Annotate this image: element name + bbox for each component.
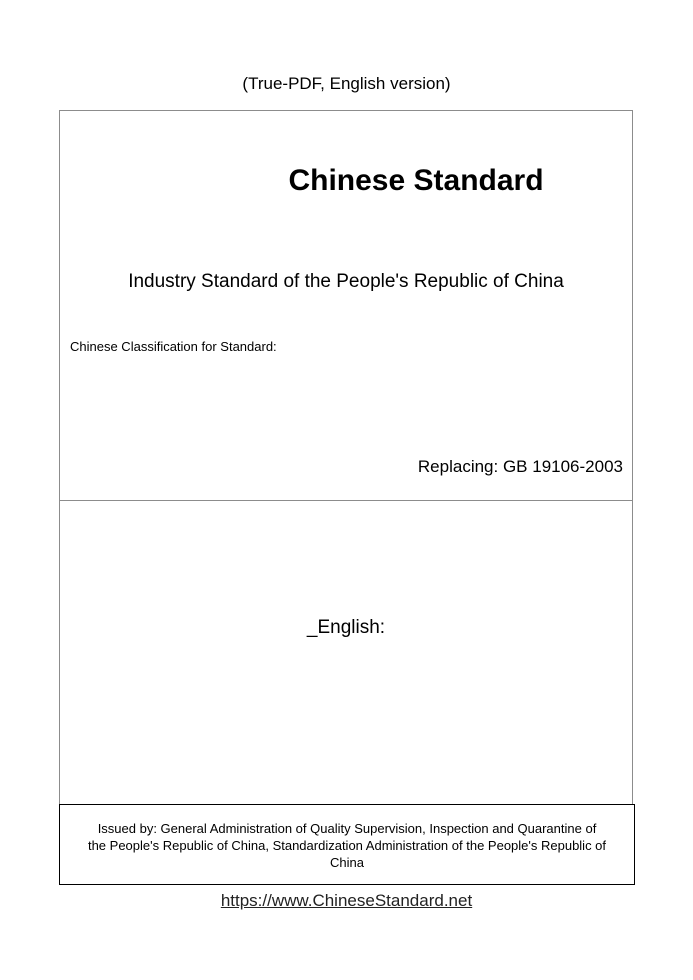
english-title-label: _English: [306, 617, 386, 638]
cover-middle-panel [59, 500, 633, 805]
issuer-line-2: the People's Republic of China, Standardization Administration of the People's Republic of [87, 838, 607, 853]
document-title: Chinese Standard [288, 164, 544, 197]
version-note: (True-PDF, English version) [242, 74, 451, 93]
classification-label: Chinese Classification for Standard: [70, 339, 277, 354]
issuer-statement [61, 820, 633, 871]
issuer-line-1: Issued by: General Administration of Quality Supervision, Inspection and Quarantine of [97, 821, 597, 836]
website-link[interactable]: https://www.ChineseStandard.net [220, 891, 473, 910]
replacing-standard: Replacing: GB 19106-2003 [417, 457, 623, 476]
issuer-line-3: China [330, 855, 364, 870]
industry-standard-line: Industry Standard of the People's Republic of China [128, 271, 564, 292]
